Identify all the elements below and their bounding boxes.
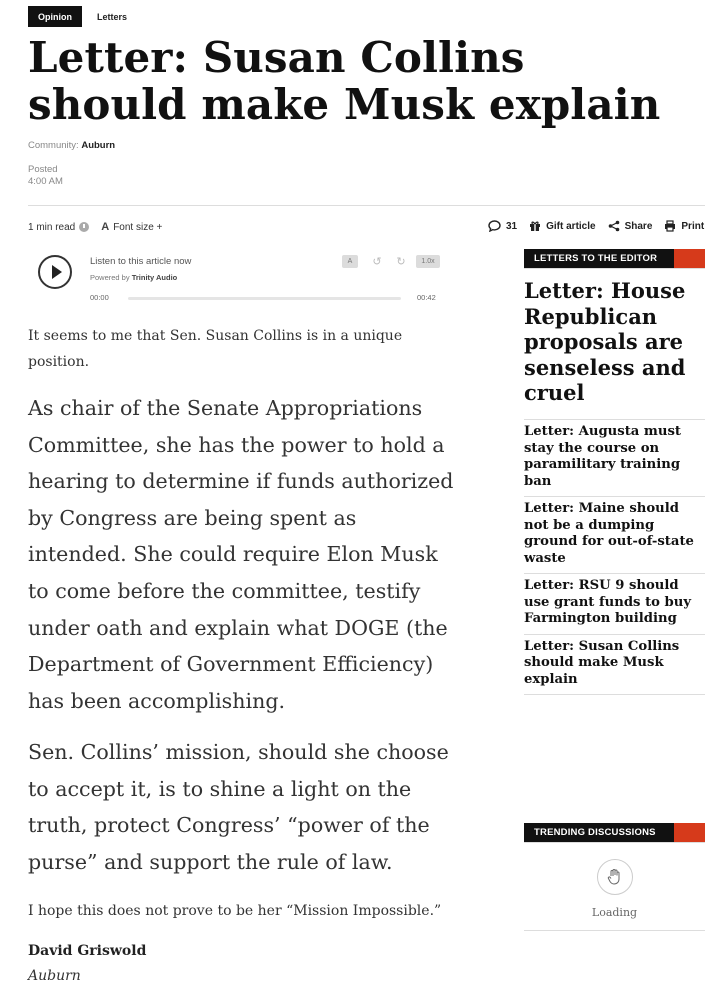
read-time: 1 min read bbox=[28, 221, 76, 233]
gift-article-button[interactable] bbox=[529, 220, 595, 232]
posted-label: Posted bbox=[28, 164, 58, 175]
player-powered-by bbox=[90, 273, 177, 282]
hand-icon bbox=[607, 868, 623, 886]
list-item[interactable]: Letter: RSU 9 should use grant funds to buy Farmington building bbox=[524, 573, 705, 634]
font-size-button[interactable]: Font size + bbox=[113, 221, 163, 233]
letters-tag[interactable]: Letters bbox=[97, 11, 128, 22]
list-item[interactable]: Letter: Augusta must stay the course on paramilitary training ban bbox=[524, 419, 705, 496]
print-icon bbox=[664, 220, 676, 232]
gift-label: Gift article bbox=[546, 220, 596, 232]
letters-list bbox=[524, 419, 705, 695]
opinion-tag[interactable]: Opinion bbox=[28, 6, 82, 27]
divider bbox=[524, 930, 705, 931]
letters-heading-label: LETTERS TO THE EDITOR bbox=[524, 249, 674, 268]
font-size-icon[interactable]: A bbox=[101, 221, 110, 233]
list-item[interactable]: Letter: Maine should not be a dumping ground for out-of-state waste bbox=[524, 496, 705, 573]
divider bbox=[524, 842, 705, 843]
article-tools-right bbox=[488, 218, 705, 234]
play-button[interactable] bbox=[38, 255, 72, 289]
translate-button[interactable]: A bbox=[342, 255, 358, 268]
print-label: Print bbox=[681, 220, 705, 232]
speed-button[interactable]: 1.0x bbox=[416, 255, 440, 268]
player-title: Listen to this article now bbox=[90, 256, 192, 267]
page-title: Letter: Susan Collins should make Musk explain bbox=[28, 33, 661, 129]
play-icon bbox=[52, 265, 62, 279]
print-button[interactable] bbox=[664, 220, 704, 232]
divider bbox=[524, 268, 705, 269]
author-name: David Griswold bbox=[28, 943, 147, 959]
loading-spinner bbox=[597, 859, 633, 895]
time-total: 00:42 bbox=[417, 293, 436, 302]
powered-brand[interactable]: Trinity Audio bbox=[131, 273, 178, 282]
article-tools-left bbox=[28, 219, 162, 235]
posted-info bbox=[28, 164, 63, 188]
share-icon bbox=[608, 220, 620, 232]
comment-icon bbox=[488, 220, 501, 232]
audio-player bbox=[28, 249, 448, 311]
community-label: Community: bbox=[28, 140, 79, 151]
gift-icon bbox=[529, 220, 541, 232]
featured-letter-link[interactable]: Letter: House Republican proposals are senseless and cruel bbox=[524, 278, 686, 405]
community-line bbox=[28, 140, 115, 151]
trending-section-heading[interactable] bbox=[524, 823, 705, 842]
article-paragraph: Sen. Collins’ mission, should she choose to accept it, is to shine a light on the truth, protect Congress’ “power of the purse” and support the rule of law. bbox=[28, 740, 449, 874]
clock-icon bbox=[79, 222, 89, 232]
author-location: Auburn bbox=[28, 968, 81, 984]
progress-track[interactable] bbox=[128, 297, 401, 300]
share-button[interactable] bbox=[608, 220, 653, 232]
list-item[interactable]: Letter: Susan Collins should make Musk explain bbox=[524, 634, 705, 696]
time-elapsed: 00:00 bbox=[90, 293, 109, 302]
share-label: Share bbox=[624, 220, 653, 232]
forward-icon[interactable]: ↻ bbox=[396, 256, 406, 268]
article-paragraph: I hope this does not prove to be her “Mission Impossible.” bbox=[28, 903, 442, 919]
loading-text: Loading bbox=[591, 906, 638, 919]
powered-prefix: Powered by bbox=[90, 273, 130, 282]
article-paragraph: It seems to me that Sen. Susan Collins is in a unique position. bbox=[28, 328, 403, 370]
community-link[interactable]: Auburn bbox=[81, 140, 116, 151]
comments-button[interactable] bbox=[488, 220, 517, 232]
trending-heading-label: TRENDING DISCUSSIONS bbox=[524, 823, 674, 842]
posted-time: 4:00 AM bbox=[28, 176, 63, 187]
letters-section-heading[interactable] bbox=[524, 249, 705, 268]
divider bbox=[28, 205, 705, 206]
comment-count: 31 bbox=[506, 220, 518, 232]
article-paragraph: As chair of the Senate Appropriations Committee, she has the power to hold a hearing to determine if funds authorized by Congress are being spent as intended. She could require Elon Musk to come before the committee, testify under oath and explain what DOGE (the Department of Government Efficiency) has been accomplishing. bbox=[28, 396, 454, 713]
rewind-icon[interactable]: ↺ bbox=[372, 256, 382, 268]
